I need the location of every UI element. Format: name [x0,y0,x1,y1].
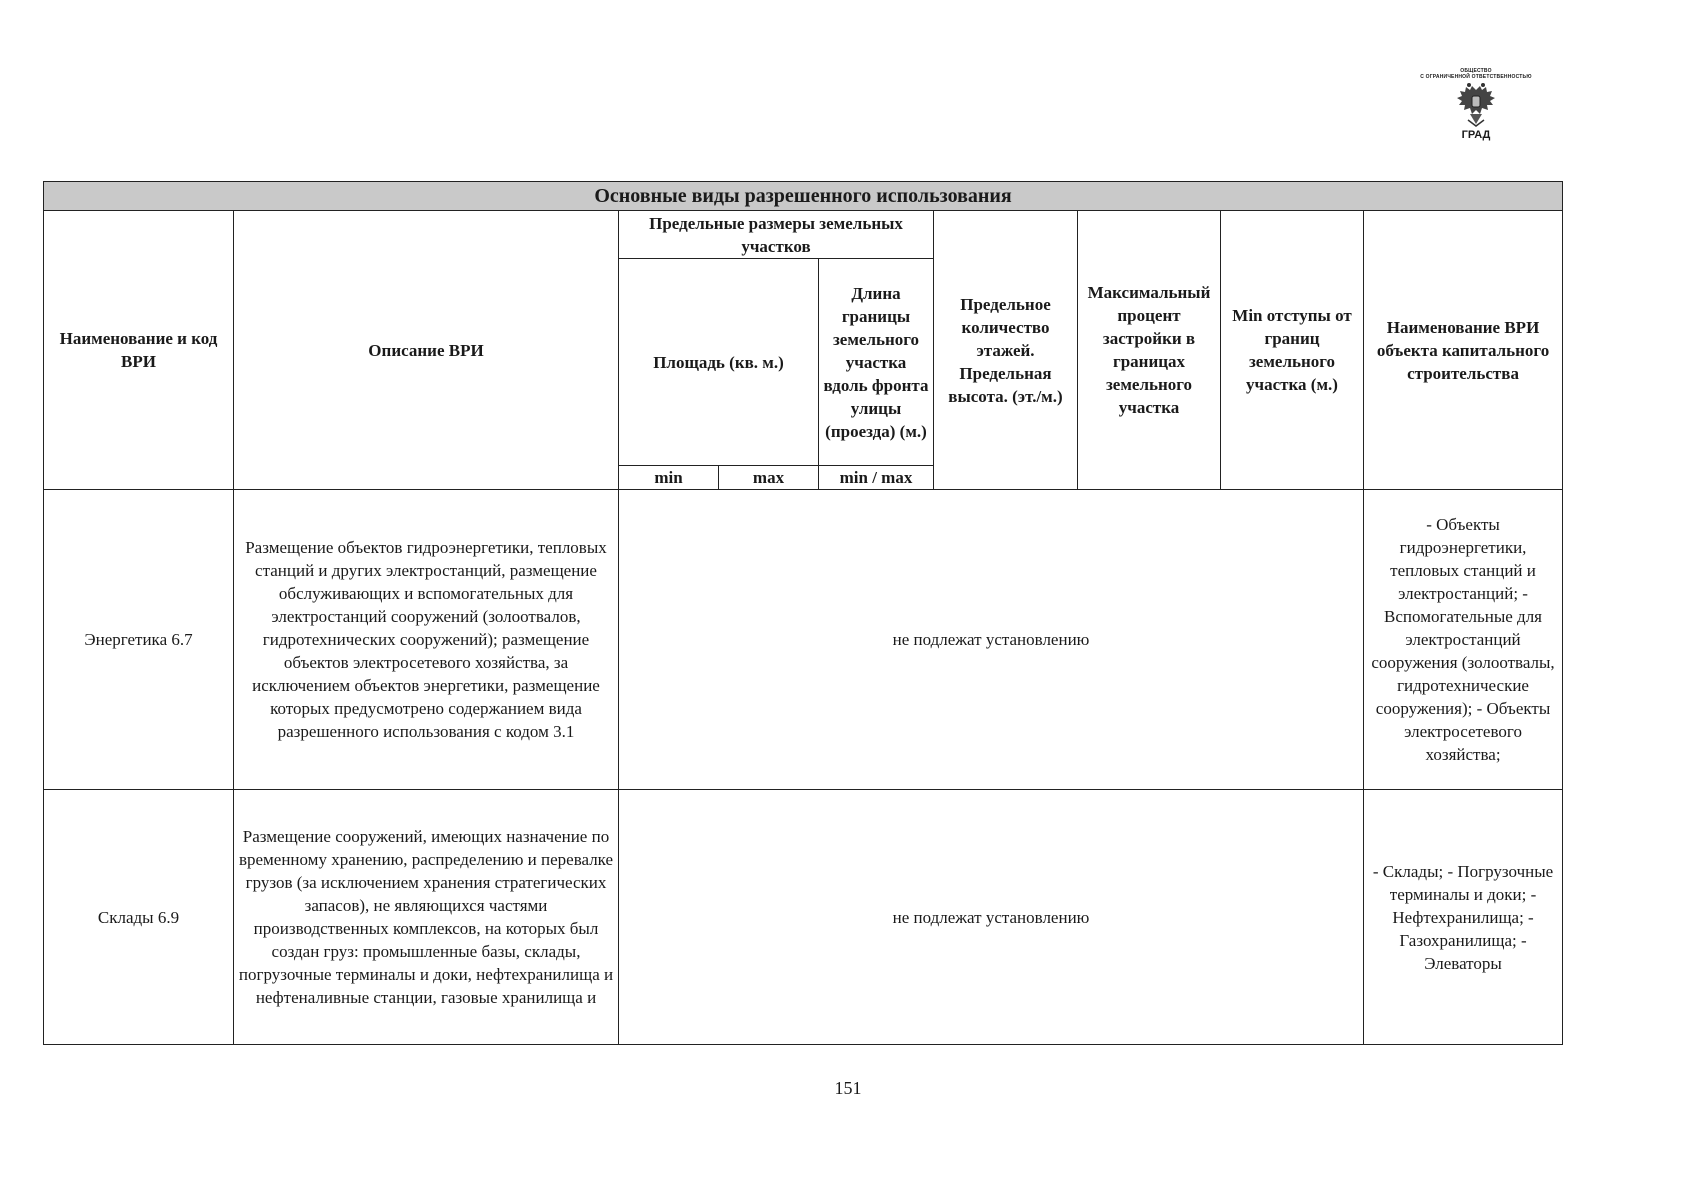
header-min-setback: Min отступы от границ земельного участка (м.) [1221,211,1364,490]
table-row [44,490,1563,790]
header-name-code: Наименование и код ВРИ [44,211,234,490]
company-logo [1396,68,1556,154]
logo-top-line-1: ОБЩЕСТВО [1460,68,1492,74]
row-description [234,790,619,1045]
vri-table [43,181,1563,1045]
row-params: не подлежат установлению [619,790,1364,1045]
row-description: Размещение объектов гидроэнергетики, тепловых станций и других электростанций, размещение обслуживающих и вспомогательных для электростанций сооружений (золоотвалов, гидротехнических сооружений); размещение объектов электросетевого хозяйства, за исключением объектов энергетики, размещение которых предусмотрено содержанием вида разрешенного использования с кодом 3.1 [234,490,619,790]
logo-top-line-2: С ОГРАНИЧЕННОЙ ОТВЕТСТВЕННОСТЬЮ [1420,74,1532,80]
row-name-code: Склады 6.9 [44,790,234,1045]
header-min: min [619,466,719,490]
header-max-percent: Максимальный процент застройки в границах земельного участка [1078,211,1221,490]
header-floors: Предельное количество этажей. Предельная высота. (эт./м.) [934,211,1078,490]
logo-name: ГРАД [1461,129,1491,141]
header-description: Описание ВРИ [234,211,619,490]
row-objects: - Объекты гидроэнергетики, тепловых станций и электростанций; - Вспомогательные для электростанций сооружения (золоотвалы, гидротехнические сооружения); - Объекты электросетевого хозяйства; [1364,490,1563,790]
table-row [44,790,1563,1045]
header-object-name: Наименование ВРИ объекта капитального строительства [1364,211,1563,490]
header-limit-sizes: Предельные размеры земельных участков [619,211,934,259]
header-border-length: Длина границы земельного участка вдоль фронта улицы (проезда) (м.) [819,259,934,466]
header-min-max: min / max [819,466,934,490]
header-max: max [719,466,819,490]
table-title: Основные виды разрешенного использования [44,182,1563,211]
page-number: 151 [834,1078,862,1098]
double-headed-eagle-icon [1454,82,1498,128]
header-area: Площадь (кв. м.) [619,259,819,466]
row-description-text: Размещение сооружений, имеющих назначение по временному хранению, распределению и перевалке грузов (за исключением хранения стратегических запасов), не являющихся частями производственных комплексов, на которых был создан груз: промышленные базы, склады, погрузочные терминалы и доки, нефтехранилища и нефтеналивные станции, газовые хранилища и [238,827,614,1007]
row-objects: - Склады; - Погрузочные терминалы и доки; - Нефтехранилища; - Газохранилища; - Элеваторы [1364,790,1563,1045]
row-name-code: Энергетика 6.7 [44,490,234,790]
row-params: не подлежат установлению [619,490,1364,790]
